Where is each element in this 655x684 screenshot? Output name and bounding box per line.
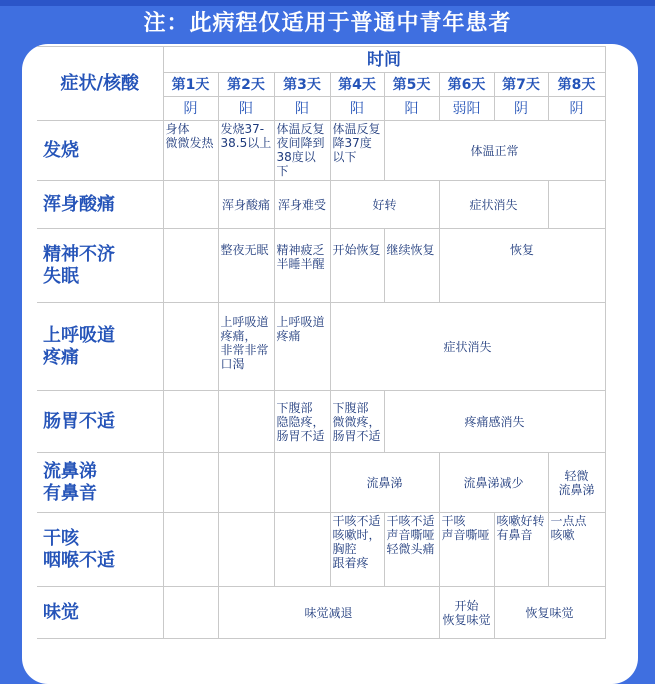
day-header: 第3天 bbox=[274, 73, 330, 97]
cell bbox=[163, 391, 218, 453]
cell bbox=[218, 391, 274, 453]
row-label-taste: 味觉 bbox=[37, 587, 163, 639]
day-header: 第6天 bbox=[439, 73, 494, 97]
cell: 流鼻涕减少 bbox=[439, 453, 548, 513]
cell: 身体 微微发热 bbox=[163, 121, 218, 181]
day-header: 第4天 bbox=[330, 73, 384, 97]
cell bbox=[163, 229, 218, 303]
cell: 咳嗽好转 有鼻音 bbox=[494, 513, 548, 587]
row-label-ache: 浑身酸痛 bbox=[37, 181, 163, 229]
cell: 恢复味觉 bbox=[494, 587, 605, 639]
cell bbox=[548, 181, 605, 229]
test-status: 阳 bbox=[384, 97, 439, 121]
cell: 浑身难受 bbox=[274, 181, 330, 229]
cell bbox=[163, 587, 218, 639]
cell: 流鼻涕 bbox=[330, 453, 439, 513]
cell: 精神疲乏 半睡半醒 bbox=[274, 229, 330, 303]
row-label-spirit: 精神不济 失眠 bbox=[37, 229, 163, 303]
cell: 开始恢复 bbox=[330, 229, 384, 303]
note-banner: 注：此病程仅适用于普通中青年患者 bbox=[143, 11, 512, 36]
header-symptom: 症状/核酸 bbox=[37, 47, 163, 121]
row-label-nose: 流鼻涕 有鼻音 bbox=[37, 453, 163, 513]
test-status: 阳 bbox=[330, 97, 384, 121]
test-status: 阴 bbox=[494, 97, 548, 121]
cell: 体温正常 bbox=[384, 121, 605, 181]
cell: 下腹部 微微疼， 肠胃不适 bbox=[330, 391, 384, 453]
row-label-fever: 发烧 bbox=[37, 121, 163, 181]
cell: 干咳 声音嘶哑 bbox=[439, 513, 494, 587]
cell: 整夜无眠 bbox=[218, 229, 274, 303]
cell bbox=[163, 453, 218, 513]
day-header: 第2天 bbox=[218, 73, 274, 97]
row-label-gastro: 肠胃不适 bbox=[37, 391, 163, 453]
cell: 一点点 咳嗽 bbox=[548, 513, 605, 587]
cell bbox=[274, 513, 330, 587]
test-status: 阴 bbox=[548, 97, 605, 121]
cell bbox=[163, 513, 218, 587]
row-label-cough: 干咳 咽喉不适 bbox=[37, 513, 163, 587]
cell: 上呼吸道 疼痛 bbox=[274, 303, 330, 391]
cell: 体温反复 降37度 以下 bbox=[330, 121, 384, 181]
cell bbox=[218, 513, 274, 587]
test-status: 阳 bbox=[218, 97, 274, 121]
header-time: 时间 bbox=[163, 47, 605, 73]
cell bbox=[163, 303, 218, 391]
cell: 干咳不适 声音嘶哑 轻微头痛 bbox=[384, 513, 439, 587]
cell: 继续恢复 bbox=[384, 229, 439, 303]
symptom-timeline-table bbox=[37, 46, 606, 639]
cell bbox=[163, 181, 218, 229]
cell: 发烧37- 38.5以上 bbox=[218, 121, 274, 181]
cell: 好转 bbox=[330, 181, 439, 229]
cell: 开始 恢复味觉 bbox=[439, 587, 494, 639]
test-status: 弱阳 bbox=[439, 97, 494, 121]
cell bbox=[274, 453, 330, 513]
cell bbox=[218, 453, 274, 513]
cell: 症状消失 bbox=[439, 181, 548, 229]
cell: 疼痛感消失 bbox=[384, 391, 605, 453]
cell: 味觉减退 bbox=[218, 587, 439, 639]
test-status: 阳 bbox=[274, 97, 330, 121]
row-label-respiratory: 上呼吸道 疼痛 bbox=[37, 303, 163, 391]
day-header: 第5天 bbox=[384, 73, 439, 97]
day-header: 第1天 bbox=[163, 73, 218, 97]
cell: 浑身酸痛 bbox=[218, 181, 274, 229]
cell: 上呼吸道 疼痛， 非常非常 口渴 bbox=[218, 303, 274, 391]
day-header: 第7天 bbox=[494, 73, 548, 97]
cell: 轻微 流鼻涕 bbox=[548, 453, 605, 513]
day-header: 第8天 bbox=[548, 73, 605, 97]
cell: 体温反复 夜间降到 38度以下 bbox=[274, 121, 330, 181]
cell: 下腹部 隐隐疼， 肠胃不适 bbox=[274, 391, 330, 453]
cell: 症状消失 bbox=[330, 303, 605, 391]
test-status: 阴 bbox=[163, 97, 218, 121]
cell: 干咳不适 咳嗽时， 胸腔 跟着疼 bbox=[330, 513, 384, 587]
cell: 恢复 bbox=[439, 229, 605, 303]
